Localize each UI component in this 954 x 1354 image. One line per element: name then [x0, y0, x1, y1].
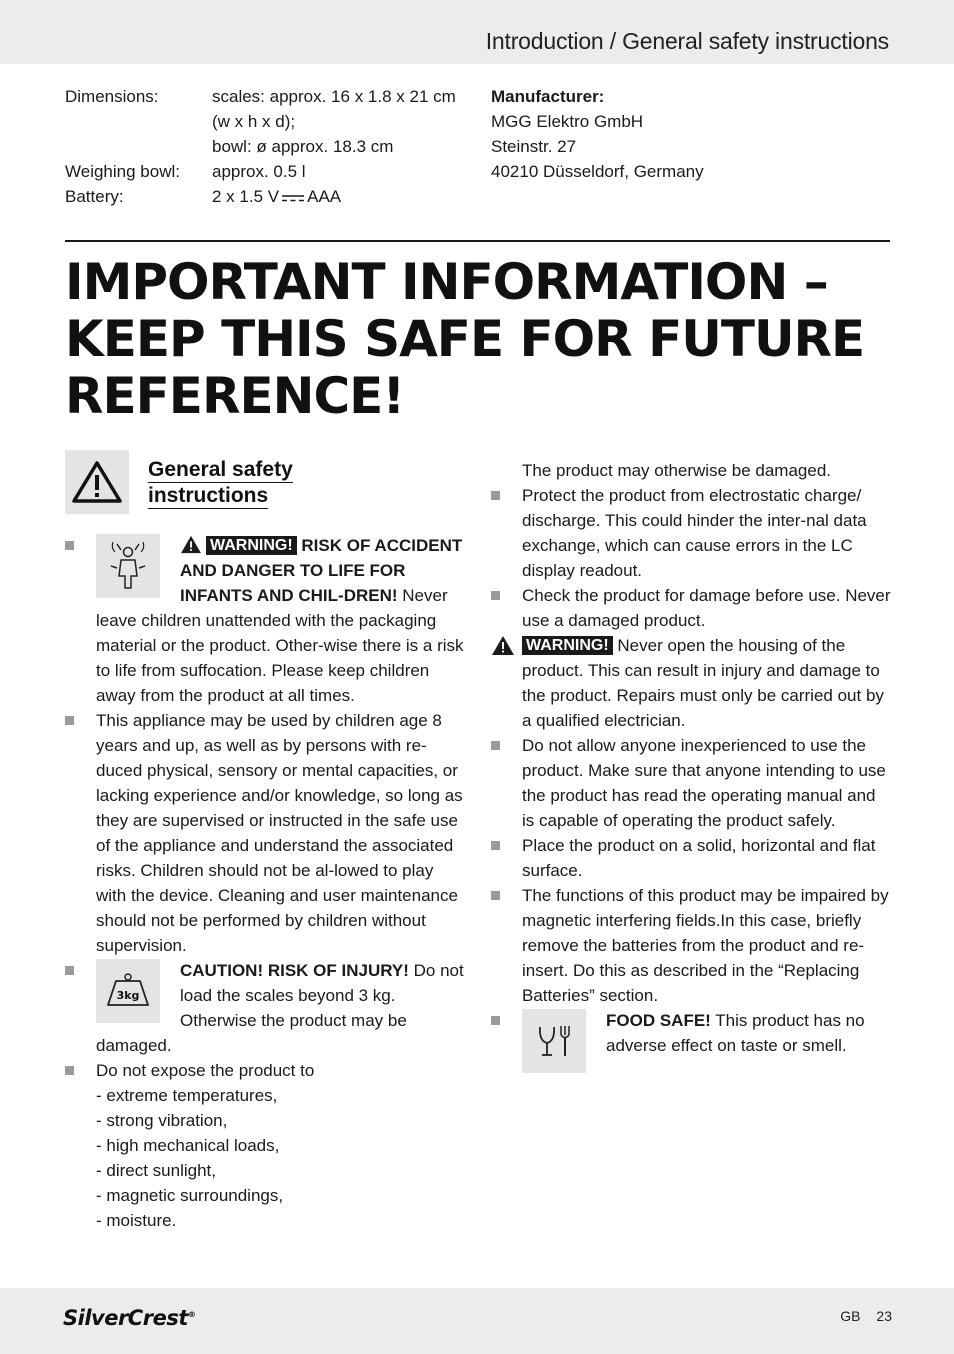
bullet — [65, 1066, 74, 1075]
page-header — [0, 0, 954, 64]
manufacturer-block — [491, 84, 704, 184]
specifications-block — [65, 84, 485, 209]
list-item-electrostatic: Protect the product from electrostatic charge/ discharge. This could hinder the inter-nal data exchange, which can cause errors in the LC display readout. — [491, 483, 891, 583]
page-footer — [0, 1288, 954, 1354]
spec-battery: Battery: 2 x 1.5 V AAA — [65, 187, 342, 206]
header-title: Introduction / General safety instructions — [485, 28, 889, 54]
list-item-children-age: This appliance may be used by children age 8 years and up, as well as by persons with re-duced physical, sensory or mental capacities, or lacking experience and/or knowledge, so long as they are supervised or instructed in the safe use of the appliance and understand the associated risks. Children should not be al-lowed to play with the device. Cleaning and user maintenance should not be performed by children without supervision. — [65, 708, 465, 958]
direct-current-icon — [281, 193, 305, 203]
main-heading: IMPORTANT INFORMATION – KEEP THIS SAFE FOR FUTURE REFERENCE! — [65, 253, 865, 425]
warning-housing: WARNING! Never open the housing of the product. This can result in injury and damage to the product. Repairs must only be carried out by a qualified electrician. — [491, 633, 891, 733]
manufacturer-street: Steinstr. 27 — [491, 137, 577, 156]
manufacturer-city: 40210 Düsseldorf, Germany — [491, 162, 704, 181]
divider-rule — [65, 240, 890, 242]
list-item-do-not-expose: Do not expose the product to - extreme temperatures, - strong vibration, - high mechanical loads, - direct sunlight, - magnetic surroundings, - moisture. — [65, 1058, 465, 1233]
food-safe-icon — [522, 1009, 586, 1073]
max-weight-label: 3kg — [116, 989, 140, 1002]
page-number: 23 — [876, 1308, 892, 1324]
bullet — [65, 716, 74, 725]
list-item-check-damage: Check the product for damage before use. Never use a damaged product. — [491, 583, 891, 633]
bullet — [491, 491, 500, 500]
list-item-children-warning: WARNING! RISK OF ACCIDENT AND DANGER TO LIFE FOR INFANTS AND CHIL-DREN! Never leave children unattended with the packaging material or the product. Other-wise there is a risk to life from suffocation. Please keep children away from the product at all times. — [65, 533, 465, 708]
bullet — [491, 741, 500, 750]
warning-triangle-icon — [491, 635, 515, 656]
bullet — [491, 1016, 500, 1025]
right-column — [491, 458, 891, 1073]
child-hazard-icon — [96, 534, 160, 598]
manufacturer-name: MGG Elektro GmbH — [491, 112, 644, 131]
bullet — [491, 591, 500, 600]
bullet — [491, 891, 500, 900]
bullet — [65, 966, 74, 975]
page-info — [824, 1308, 892, 1324]
list-item-caution-injury: 3kg CAUTION! RISK OF INJURY! Do not load the scales beyond 3 kg. Otherwise the product may be damaged. — [65, 958, 465, 1058]
section-title: General safety instructions — [148, 458, 293, 507]
list-item-inexperienced: Do not allow anyone inexperienced to use the product. Make sure that anyone intending to use the product has read the operating manual and is capable of operating the product safely. — [491, 733, 891, 833]
continuation-text: The product may otherwise be damaged. — [522, 461, 832, 480]
warning-badge: WARNING! — [206, 536, 297, 555]
list-item-solid-surface: Place the product on a solid, horizontal and flat surface. — [491, 833, 891, 883]
manufacturer-label: Manufacturer: — [491, 87, 605, 106]
warning-triangle-icon — [65, 450, 129, 514]
spec-dimensions: Dimensions: scales: approx. 16 x 1.8 x 21 cm (w x h x d); bowl: ø approx. 18.3 cm — [65, 87, 456, 156]
left-column — [65, 533, 465, 1233]
bullet — [65, 541, 74, 550]
spec-weighing-bowl: Weighing bowl: approx. 0.5 l — [65, 162, 306, 181]
list-item-food-safe: FOOD SAFE! This product has no adverse effect on taste or smell. — [491, 1008, 891, 1058]
list-item-magnetic-fields: The functions of this product may be impaired by magnetic interfering fields.In this case, briefly remove the batteries from the product and re-insert. Do this as described in the “Replacing Batteries” section. — [491, 883, 891, 1008]
silvercrest-logo: SilverCrest® — [63, 1306, 196, 1330]
language-code: GB — [840, 1308, 861, 1324]
warning-badge: WARNING! — [522, 636, 613, 655]
bullet — [491, 841, 500, 850]
warning-triangle-icon — [180, 535, 202, 554]
max-weight-icon — [96, 959, 160, 1023]
